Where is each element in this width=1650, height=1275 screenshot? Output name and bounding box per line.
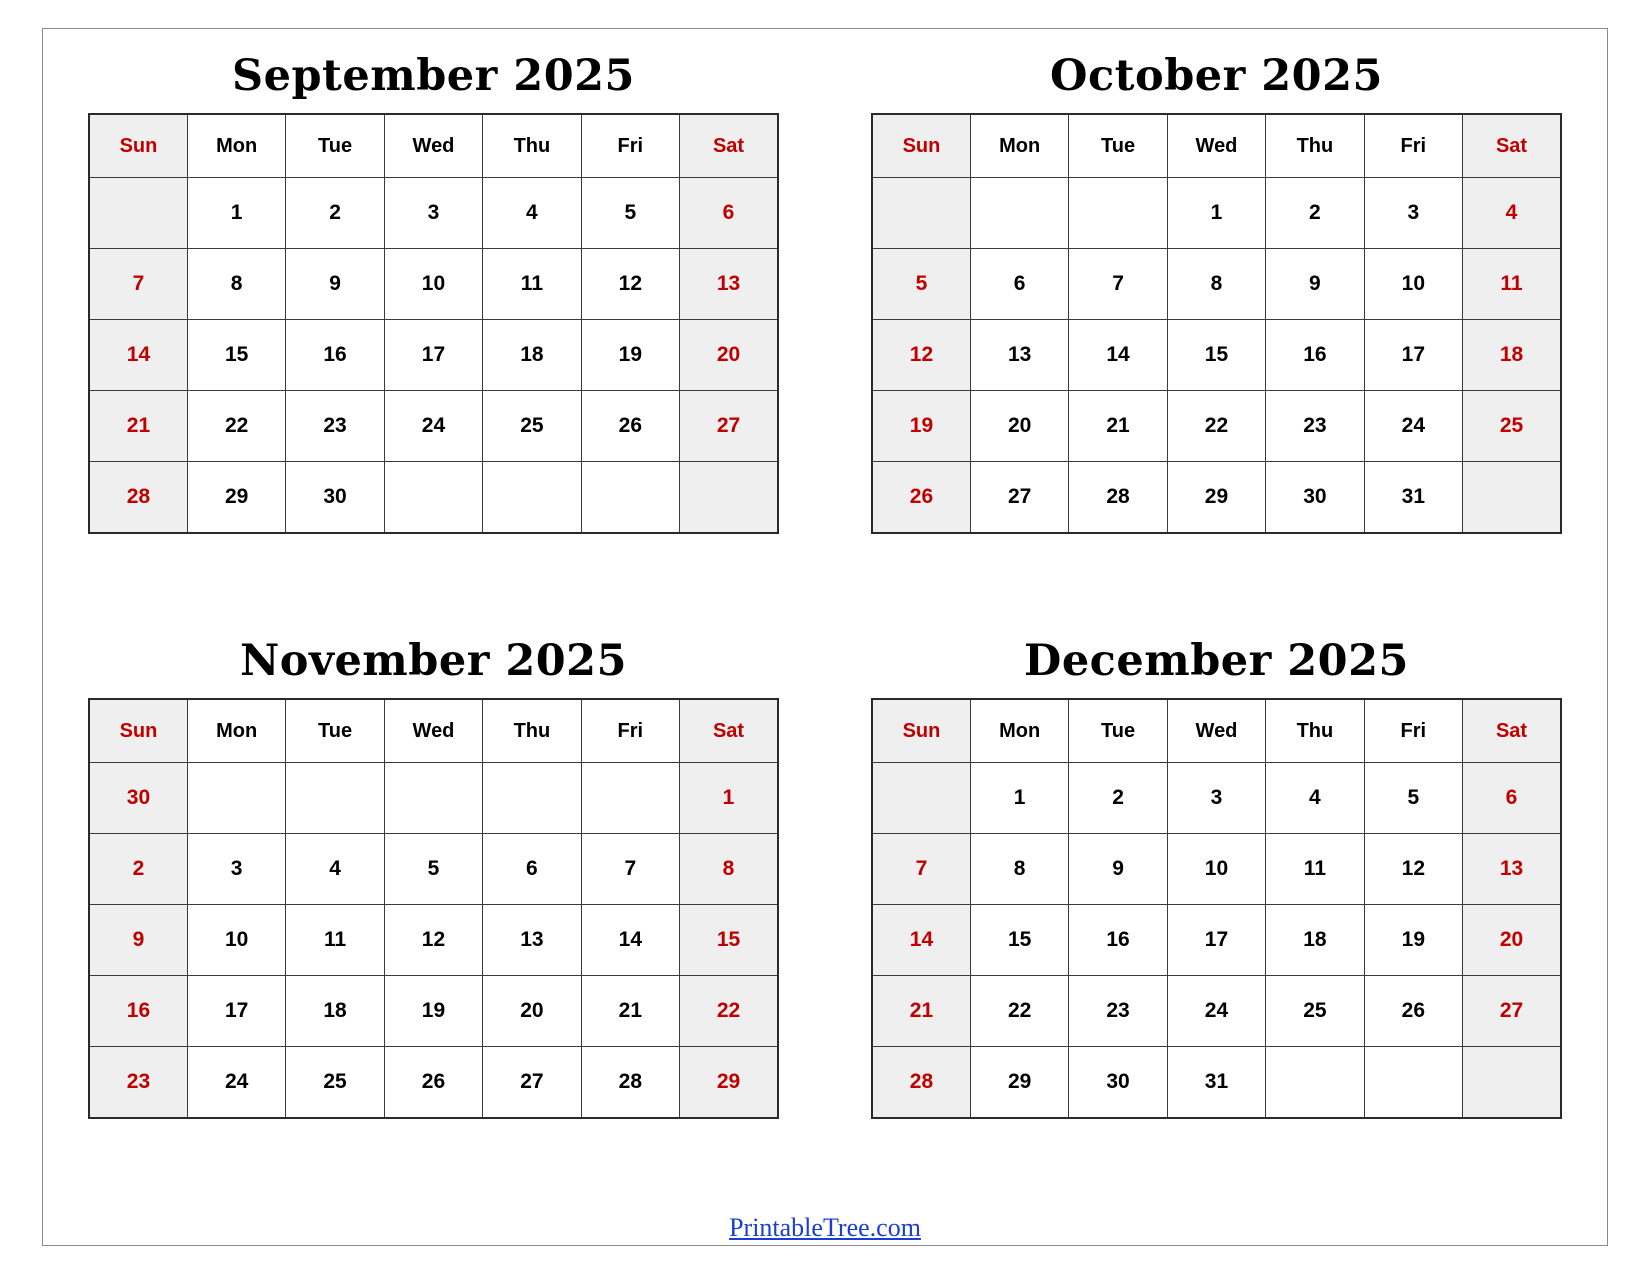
day-cell[interactable]: 28 bbox=[581, 1047, 679, 1119]
weekday-header-tue: Tue bbox=[1069, 699, 1167, 763]
month-title: October 2025 bbox=[1050, 51, 1383, 101]
footer bbox=[0, 1213, 1650, 1243]
day-cell[interactable]: 19 bbox=[581, 320, 679, 391]
day-cell[interactable]: 10 bbox=[187, 905, 285, 976]
day-cell[interactable] bbox=[581, 462, 679, 534]
day-cell[interactable] bbox=[970, 178, 1068, 249]
day-cell[interactable]: 13 bbox=[483, 905, 581, 976]
day-cell[interactable]: 29 bbox=[970, 1047, 1068, 1119]
day-cell[interactable] bbox=[872, 763, 970, 834]
day-cell[interactable]: 3 bbox=[384, 178, 482, 249]
week-row bbox=[872, 1047, 1561, 1119]
day-cell[interactable] bbox=[1266, 1047, 1364, 1119]
day-cell[interactable]: 6 bbox=[970, 249, 1068, 320]
day-cell[interactable]: 9 bbox=[286, 249, 384, 320]
weekday-header-row bbox=[89, 114, 778, 178]
day-cell[interactable]: 17 bbox=[1167, 905, 1265, 976]
week-row bbox=[89, 1047, 778, 1119]
day-cell[interactable]: 2 bbox=[1266, 178, 1364, 249]
day-cell[interactable]: 8 bbox=[680, 834, 778, 905]
day-cell[interactable]: 26 bbox=[581, 391, 679, 462]
week-row bbox=[89, 834, 778, 905]
day-cell[interactable]: 6 bbox=[1463, 763, 1561, 834]
day-cell[interactable]: 16 bbox=[89, 976, 187, 1047]
weekday-header-thu: Thu bbox=[1266, 114, 1364, 178]
weekday-header-wed: Wed bbox=[1167, 114, 1265, 178]
weekday-header-row bbox=[872, 699, 1561, 763]
day-cell[interactable]: 2 bbox=[89, 834, 187, 905]
week-row bbox=[89, 462, 778, 534]
weekday-header-thu: Thu bbox=[483, 114, 581, 178]
month-table-october bbox=[871, 113, 1562, 534]
day-cell[interactable]: 1 bbox=[187, 178, 285, 249]
day-cell[interactable]: 21 bbox=[1069, 391, 1167, 462]
day-cell[interactable]: 4 bbox=[483, 178, 581, 249]
day-cell[interactable]: 21 bbox=[89, 391, 187, 462]
day-cell[interactable]: 31 bbox=[1364, 462, 1462, 534]
day-cell[interactable]: 17 bbox=[187, 976, 285, 1047]
day-cell[interactable]: 1 bbox=[1167, 178, 1265, 249]
day-cell[interactable]: 10 bbox=[384, 249, 482, 320]
day-cell[interactable]: 22 bbox=[680, 976, 778, 1047]
day-cell[interactable]: 27 bbox=[1463, 976, 1561, 1047]
month-title: November 2025 bbox=[239, 636, 628, 686]
day-cell[interactable]: 4 bbox=[1463, 178, 1561, 249]
weekday-header-sun: Sun bbox=[872, 699, 970, 763]
day-cell[interactable]: 30 bbox=[1069, 1047, 1167, 1119]
month-block-october bbox=[825, 28, 1608, 613]
day-cell[interactable]: 30 bbox=[1266, 462, 1364, 534]
week-row bbox=[872, 763, 1561, 834]
weekday-header-wed: Wed bbox=[384, 699, 482, 763]
day-cell[interactable]: 16 bbox=[1266, 320, 1364, 391]
day-cell[interactable] bbox=[384, 462, 482, 534]
day-cell[interactable]: 19 bbox=[1364, 905, 1462, 976]
day-cell[interactable]: 13 bbox=[680, 249, 778, 320]
weekday-header-row bbox=[872, 114, 1561, 178]
day-cell[interactable]: 16 bbox=[1069, 905, 1167, 976]
day-cell[interactable]: 18 bbox=[286, 976, 384, 1047]
day-cell[interactable]: 18 bbox=[1266, 905, 1364, 976]
month-block-november bbox=[42, 613, 825, 1198]
day-cell[interactable] bbox=[483, 763, 581, 834]
day-cell[interactable]: 18 bbox=[483, 320, 581, 391]
day-cell[interactable]: 24 bbox=[384, 391, 482, 462]
day-cell[interactable]: 28 bbox=[872, 1047, 970, 1119]
day-cell[interactable] bbox=[872, 178, 970, 249]
day-cell[interactable]: 22 bbox=[1167, 391, 1265, 462]
day-cell[interactable]: 1 bbox=[680, 763, 778, 834]
day-cell[interactable]: 25 bbox=[483, 391, 581, 462]
day-cell[interactable]: 25 bbox=[1463, 391, 1561, 462]
day-cell[interactable]: 15 bbox=[1167, 320, 1265, 391]
day-cell[interactable] bbox=[1463, 1047, 1561, 1119]
day-cell[interactable]: 9 bbox=[1266, 249, 1364, 320]
day-cell[interactable]: 5 bbox=[581, 178, 679, 249]
weekday-header-sun: Sun bbox=[89, 699, 187, 763]
day-cell[interactable]: 30 bbox=[286, 462, 384, 534]
week-row bbox=[872, 834, 1561, 905]
weekday-header-sun: Sun bbox=[89, 114, 187, 178]
day-cell[interactable]: 5 bbox=[872, 249, 970, 320]
week-row bbox=[89, 320, 778, 391]
day-cell[interactable]: 25 bbox=[1266, 976, 1364, 1047]
day-cell[interactable]: 2 bbox=[1069, 763, 1167, 834]
day-cell[interactable]: 4 bbox=[1266, 763, 1364, 834]
day-cell[interactable] bbox=[89, 178, 187, 249]
week-row bbox=[872, 905, 1561, 976]
day-cell[interactable] bbox=[384, 763, 482, 834]
week-row bbox=[872, 320, 1561, 391]
day-cell[interactable]: 4 bbox=[286, 834, 384, 905]
day-cell[interactable]: 26 bbox=[384, 1047, 482, 1119]
day-cell[interactable] bbox=[187, 763, 285, 834]
day-cell[interactable] bbox=[1463, 462, 1561, 534]
week-row bbox=[89, 178, 778, 249]
month-table-december bbox=[871, 698, 1562, 1119]
weekday-header-fri: Fri bbox=[581, 114, 679, 178]
day-cell[interactable]: 18 bbox=[1463, 320, 1561, 391]
day-cell[interactable]: 14 bbox=[872, 905, 970, 976]
day-cell[interactable]: 14 bbox=[581, 905, 679, 976]
day-cell[interactable]: 17 bbox=[1364, 320, 1462, 391]
day-cell[interactable]: 3 bbox=[187, 834, 285, 905]
day-cell[interactable]: 15 bbox=[187, 320, 285, 391]
day-cell[interactable]: 19 bbox=[384, 976, 482, 1047]
day-cell[interactable]: 20 bbox=[680, 320, 778, 391]
week-row bbox=[89, 905, 778, 976]
months-grid bbox=[42, 28, 1608, 1198]
week-row bbox=[89, 391, 778, 462]
weekday-header-sat: Sat bbox=[680, 114, 778, 178]
day-cell[interactable]: 8 bbox=[970, 834, 1068, 905]
day-cell[interactable]: 11 bbox=[1463, 249, 1561, 320]
weekday-header-tue: Tue bbox=[1069, 114, 1167, 178]
week-row bbox=[89, 976, 778, 1047]
day-cell[interactable]: 23 bbox=[89, 1047, 187, 1119]
day-cell[interactable]: 7 bbox=[872, 834, 970, 905]
month-title: September 2025 bbox=[232, 51, 635, 101]
day-cell[interactable]: 7 bbox=[89, 249, 187, 320]
day-cell[interactable]: 8 bbox=[187, 249, 285, 320]
day-cell[interactable]: 15 bbox=[680, 905, 778, 976]
day-cell[interactable] bbox=[286, 763, 384, 834]
day-cell[interactable]: 22 bbox=[187, 391, 285, 462]
weekday-header-sat: Sat bbox=[1463, 114, 1561, 178]
weekday-header-fri: Fri bbox=[581, 699, 679, 763]
day-cell[interactable]: 28 bbox=[89, 462, 187, 534]
day-cell[interactable]: 20 bbox=[483, 976, 581, 1047]
day-cell[interactable]: 31 bbox=[1167, 1047, 1265, 1119]
day-cell[interactable]: 12 bbox=[1364, 834, 1462, 905]
day-cell[interactable] bbox=[680, 462, 778, 534]
weekday-header-sat: Sat bbox=[1463, 699, 1561, 763]
day-cell[interactable]: 30 bbox=[89, 763, 187, 834]
day-cell[interactable]: 7 bbox=[1069, 249, 1167, 320]
day-cell[interactable]: 19 bbox=[872, 391, 970, 462]
weekday-header-fri: Fri bbox=[1364, 114, 1462, 178]
month-table-november bbox=[88, 698, 779, 1119]
day-cell[interactable]: 5 bbox=[384, 834, 482, 905]
weekday-header-mon: Mon bbox=[970, 699, 1068, 763]
day-cell[interactable]: 24 bbox=[1167, 976, 1265, 1047]
weekday-header-thu: Thu bbox=[483, 699, 581, 763]
weekday-header-tue: Tue bbox=[286, 699, 384, 763]
weekday-header-mon: Mon bbox=[187, 114, 285, 178]
day-cell[interactable]: 27 bbox=[680, 391, 778, 462]
day-cell[interactable]: 10 bbox=[1364, 249, 1462, 320]
day-cell[interactable]: 11 bbox=[483, 249, 581, 320]
day-cell[interactable]: 6 bbox=[680, 178, 778, 249]
month-title: December 2025 bbox=[1024, 636, 1409, 686]
day-cell[interactable]: 8 bbox=[1167, 249, 1265, 320]
day-cell[interactable]: 13 bbox=[1463, 834, 1561, 905]
day-cell[interactable]: 24 bbox=[187, 1047, 285, 1119]
day-cell[interactable]: 24 bbox=[1364, 391, 1462, 462]
day-cell[interactable]: 2 bbox=[286, 178, 384, 249]
week-row bbox=[89, 763, 778, 834]
weekday-header-mon: Mon bbox=[970, 114, 1068, 178]
day-cell[interactable] bbox=[581, 763, 679, 834]
day-cell[interactable]: 29 bbox=[1167, 462, 1265, 534]
month-table-september bbox=[88, 113, 779, 534]
day-cell[interactable]: 1 bbox=[970, 763, 1068, 834]
day-cell[interactable]: 14 bbox=[89, 320, 187, 391]
day-cell[interactable]: 27 bbox=[483, 1047, 581, 1119]
day-cell[interactable]: 20 bbox=[970, 391, 1068, 462]
day-cell[interactable]: 11 bbox=[286, 905, 384, 976]
weekday-header-wed: Wed bbox=[384, 114, 482, 178]
weekday-header-tue: Tue bbox=[286, 114, 384, 178]
day-cell[interactable]: 10 bbox=[1167, 834, 1265, 905]
day-cell[interactable]: 25 bbox=[286, 1047, 384, 1119]
day-cell[interactable]: 9 bbox=[1069, 834, 1167, 905]
day-cell[interactable]: 22 bbox=[970, 976, 1068, 1047]
day-cell[interactable]: 5 bbox=[1364, 763, 1462, 834]
day-cell[interactable]: 27 bbox=[970, 462, 1068, 534]
weekday-header-thu: Thu bbox=[1266, 699, 1364, 763]
day-cell[interactable]: 21 bbox=[581, 976, 679, 1047]
day-cell[interactable] bbox=[1069, 178, 1167, 249]
day-cell[interactable]: 23 bbox=[1266, 391, 1364, 462]
day-cell[interactable]: 6 bbox=[483, 834, 581, 905]
day-cell[interactable]: 12 bbox=[581, 249, 679, 320]
printabletree-link[interactable]: PrintableTree.com bbox=[729, 1213, 921, 1242]
day-cell[interactable]: 3 bbox=[1167, 763, 1265, 834]
day-cell[interactable]: 15 bbox=[970, 905, 1068, 976]
week-row bbox=[89, 249, 778, 320]
month-block-september bbox=[42, 28, 825, 613]
week-row bbox=[872, 391, 1561, 462]
day-cell[interactable]: 13 bbox=[970, 320, 1068, 391]
day-cell[interactable]: 21 bbox=[872, 976, 970, 1047]
day-cell[interactable]: 23 bbox=[1069, 976, 1167, 1047]
day-cell[interactable]: 23 bbox=[286, 391, 384, 462]
week-row bbox=[872, 976, 1561, 1047]
day-cell[interactable]: 29 bbox=[680, 1047, 778, 1119]
day-cell[interactable]: 17 bbox=[384, 320, 482, 391]
weekday-header-mon: Mon bbox=[187, 699, 285, 763]
day-cell[interactable]: 9 bbox=[89, 905, 187, 976]
day-cell[interactable]: 11 bbox=[1266, 834, 1364, 905]
day-cell[interactable]: 28 bbox=[1069, 462, 1167, 534]
weekday-header-sun: Sun bbox=[872, 114, 970, 178]
day-cell[interactable]: 26 bbox=[1364, 976, 1462, 1047]
week-row bbox=[872, 178, 1561, 249]
day-cell[interactable]: 26 bbox=[872, 462, 970, 534]
day-cell[interactable] bbox=[1364, 1047, 1462, 1119]
day-cell[interactable]: 29 bbox=[187, 462, 285, 534]
week-row bbox=[872, 462, 1561, 534]
day-cell[interactable]: 16 bbox=[286, 320, 384, 391]
day-cell[interactable]: 3 bbox=[1364, 178, 1462, 249]
weekday-header-wed: Wed bbox=[1167, 699, 1265, 763]
day-cell[interactable]: 14 bbox=[1069, 320, 1167, 391]
day-cell[interactable] bbox=[483, 462, 581, 534]
weekday-header-fri: Fri bbox=[1364, 699, 1462, 763]
day-cell[interactable]: 7 bbox=[581, 834, 679, 905]
weekday-header-sat: Sat bbox=[680, 699, 778, 763]
week-row bbox=[872, 249, 1561, 320]
day-cell[interactable]: 20 bbox=[1463, 905, 1561, 976]
month-block-december bbox=[825, 613, 1608, 1198]
day-cell[interactable]: 12 bbox=[384, 905, 482, 976]
day-cell[interactable]: 12 bbox=[872, 320, 970, 391]
weekday-header-row bbox=[89, 699, 778, 763]
